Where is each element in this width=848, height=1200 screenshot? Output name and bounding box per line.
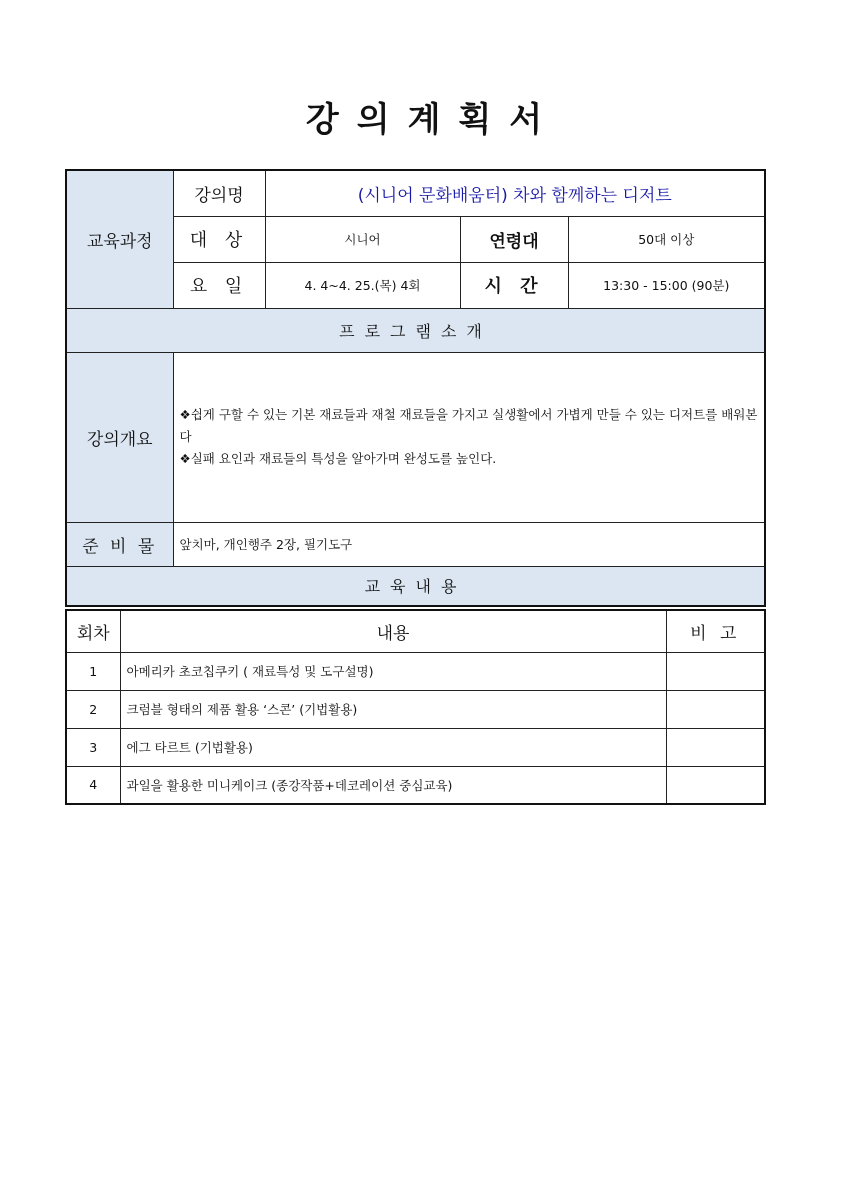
session-number: 4 bbox=[66, 766, 120, 804]
session-content: 에그 타르트 (기법활용) bbox=[120, 728, 666, 766]
target-label: 대 상 bbox=[173, 216, 265, 262]
overview-content bbox=[173, 352, 765, 522]
program-intro-heading: 프로그램소개 bbox=[66, 308, 765, 352]
course-name-value: (시니어 문화배움터) 차와 함께하는 디저트 bbox=[265, 170, 765, 216]
session-content: 과일을 활용한 미니케이크 (종강작품+데코레이션 중심교육) bbox=[120, 766, 666, 804]
page-title: 강의계획서 bbox=[305, 100, 561, 140]
course-label: 교육과정 bbox=[66, 170, 173, 308]
day-value: 4. 4~4. 25.(목) 4회 bbox=[265, 262, 460, 308]
table-row bbox=[66, 728, 765, 766]
session-number: 2 bbox=[66, 690, 120, 728]
overview-line-2: ❖실패 요인과 재료들의 특성을 알아가며 완성도를 높인다. bbox=[179, 451, 497, 466]
schedule-header-content: 내용 bbox=[120, 610, 666, 652]
session-number: 1 bbox=[66, 652, 120, 690]
session-content: 크럼블 형태의 제품 활용 ‘스콘’ (기법활용) bbox=[120, 690, 666, 728]
age-value: 50대 이상 bbox=[568, 216, 765, 262]
table-row bbox=[66, 652, 765, 690]
time-value: 13:30 - 15:00 (90분) bbox=[568, 262, 765, 308]
overview-label: 강의개요 bbox=[66, 352, 173, 522]
target-value: 시니어 bbox=[265, 216, 460, 262]
session-note bbox=[666, 766, 765, 804]
schedule-header-note: 비 고 bbox=[666, 610, 765, 652]
preparation-label: 준 비 물 bbox=[66, 522, 173, 566]
session-note bbox=[666, 652, 765, 690]
age-label: 연령대 bbox=[460, 216, 568, 262]
time-label: 시 간 bbox=[460, 262, 568, 308]
course-name-label: 강의명 bbox=[173, 170, 265, 216]
session-note bbox=[666, 728, 765, 766]
preparation-value: 앞치마, 개인행주 2장, 필기도구 bbox=[173, 522, 765, 566]
course-info-table bbox=[65, 169, 766, 607]
table-row bbox=[66, 690, 765, 728]
session-content: 아메리카 초코칩쿠키 ( 재료특성 및 도구설명) bbox=[120, 652, 666, 690]
session-number: 3 bbox=[66, 728, 120, 766]
schedule-header-session: 회차 bbox=[66, 610, 120, 652]
session-note bbox=[666, 690, 765, 728]
day-label: 요 일 bbox=[173, 262, 265, 308]
table-row bbox=[66, 766, 765, 804]
schedule-table bbox=[65, 609, 766, 805]
content-heading: 교육내용 bbox=[66, 566, 765, 606]
overview-line-1: ❖쉽게 구할 수 있는 기본 재료들과 재철 재료들을 가지고 실생활에서 가볍게 만들 수 있는 디저트를 배워본다 bbox=[179, 407, 758, 444]
